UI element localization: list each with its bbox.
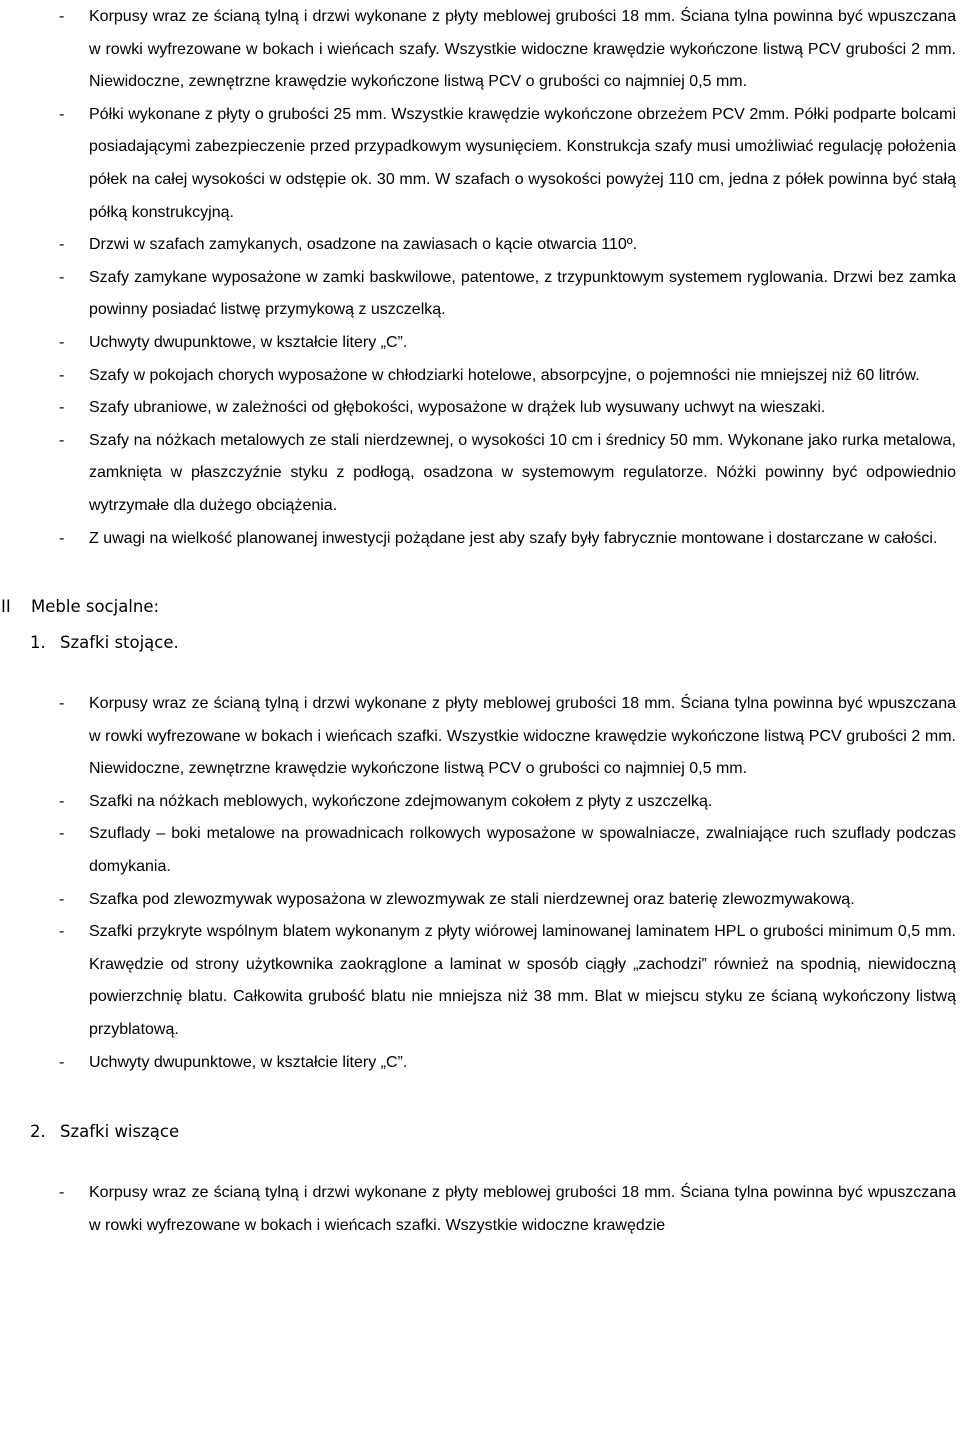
- bullet-dash: -: [59, 825, 65, 843]
- list-item: - Półki wykonane z płyty o grubości 25 mm. Wszystkie krawędzie wykończone obrzeżem PCV 2mm. Półki podparte bolcami posiadającymi zabezpieczenie przed przypadkowym wysunięciem. Konstrukcja szafy musi umożliwiać regulację położenia półek na całej wysokości w odstępie ok. 30 mm. W szafach o wysokości powyżej 110 cm, jedna z półek powinna być stałą półką konstrukcyjną.: [0, 99, 960, 229]
- list-item: - Korpusy wraz ze ścianą tylną i drzwi wykonane z płyty meblowej grubości 18 mm. Ściana tylna powinna być wpuszczana w rowki wyfrezowane w bokach i wieńcach szafy. Wszystkie widoczne krawędzie wykończone listwą PCV grubości 2 mm. Niewidoczne, zewnętrzne krawędzie wykończone listwą PCV o grubości co najmniej 0,5 mm.: [0, 1, 960, 99]
- bullet-dash: -: [59, 792, 65, 810]
- subsection-number: 1.: [30, 633, 46, 653]
- list-item: - Z uwagi na wielkość planowanej inwestycji pożądane jest aby szafy były fabrycznie montowane i dostarczane w całości.: [0, 523, 960, 556]
- wardrobe-spec-list: [0, 1, 960, 555]
- bullet-dash: -: [59, 923, 65, 941]
- subsection-title: Szafki stojące.: [60, 633, 179, 653]
- bullet-dash: -: [59, 399, 65, 417]
- list-item: - Drzwi w szafach zamykanych, osadzone na zawiasach o kącie otwarcia 110º.: [0, 229, 960, 262]
- bullet-dash: -: [59, 105, 65, 123]
- bullet-dash: -: [59, 8, 65, 25]
- section-number: II: [1, 597, 11, 617]
- bullet-dash: -: [59, 268, 65, 286]
- bullet-dash: -: [59, 695, 65, 713]
- list-item: - Szafy ubraniowe, w zależności od głębokości, wyposażone w drążek lub wysuwany uchwyt na wieszaki.: [0, 392, 960, 425]
- bullet-dash: -: [59, 529, 65, 547]
- list-item: - Szafy zamykane wyposażone w zamki baskwilowe, patentowe, z trzypunktowym systemem ryglowania. Drzwi bez zamka powinny posiadać listwę przymykową z uszczelką.: [0, 262, 960, 327]
- list-item: - Uchwyty dwupunktowe, w kształcie litery „C”.: [0, 1047, 960, 1080]
- subsection-title: Szafki wiszące: [60, 1122, 180, 1142]
- list-item: - Korpusy wraz ze ścianą tylną i drzwi wykonane z płyty meblowej grubości 18 mm. Ściana tylna powinna być wpuszczana w rowki wyfrezowane w bokach i wieńcach szafki. Wszystkie widoczne krawędzie wykończone listwą PCV grubości 2 mm. Niewidoczne, zewnętrzne krawędzie wykończone listwą PCV o grubości co najmniej 0,5 mm.: [0, 688, 960, 786]
- subsection-number: 2.: [30, 1122, 46, 1142]
- list-item: - Szafy na nóżkach metalowych ze stali nierdzewnej, o wysokości 10 cm i średnicy 50 mm. Wykonane jako rurka metalowa, zamknięta w płaszczyźnie styku z podłogą, osadzona w systemowym regulatorze. Nóżki powinny być odpowiednio wytrzymałe dla dużego obciążenia.: [0, 425, 960, 523]
- list-item: - Uchwyty dwupunktowe, w kształcie litery „C”.: [0, 327, 960, 360]
- bullet-dash: -: [59, 333, 65, 351]
- list-item: - Szafka pod zlewozmywak wyposażona w zlewozmywak ze stali nierdzewnej oraz baterię zlewozmywakową.: [0, 884, 960, 917]
- bullet-dash: -: [59, 1053, 65, 1071]
- hanging-cabinets-list: [0, 1177, 960, 1242]
- list-item: - Korpusy wraz ze ścianą tylną i drzwi wykonane z płyty meblowej grubości 18 mm. Ściana tylna powinna być wpuszczana w rowki wyfrezowane w bokach i wieńcach szafki. Wszystkie widoczne krawędzie: [0, 1177, 960, 1242]
- bullet-dash: -: [59, 236, 65, 254]
- standing-cabinets-list: [0, 688, 960, 1079]
- list-item: - Szuflady – boki metalowe na prowadnicach rolkowych wyposażone w spowalniacze, zwalniające ruch szuflady podczas domykania.: [0, 818, 960, 883]
- list-item: - Szafki na nóżkach meblowych, wykończone zdejmowanym cokołem z płyty z uszczelką.: [0, 786, 960, 819]
- bullet-dash: -: [59, 431, 65, 449]
- bullet-dash: -: [59, 366, 65, 384]
- section-title: Meble socjalne:: [31, 597, 160, 617]
- bullet-dash: -: [59, 1184, 65, 1202]
- list-item: - Szafki przykryte wspólnym blatem wykonanym z płyty wiórowej laminowanej laminatem HPL o grubości minimum 0,5 mm. Krawędzie od strony użytkownika zaokrąglone a laminat w sposób ciągły „zachodzi” również na spodnią, niewidoczną powierzchnię blatu. Całkowita grubość blatu nie mniejsza niż 38 mm. Blat w miejscu styku ze ścianą wykończony listwą przyblatową.: [0, 916, 960, 1046]
- bullet-dash: -: [59, 890, 65, 908]
- list-item: - Szafy w pokojach chorych wyposażone w chłodziarki hotelowe, absorpcyjne, o pojemności nie mniejszej niż 60 litrów.: [0, 360, 960, 393]
